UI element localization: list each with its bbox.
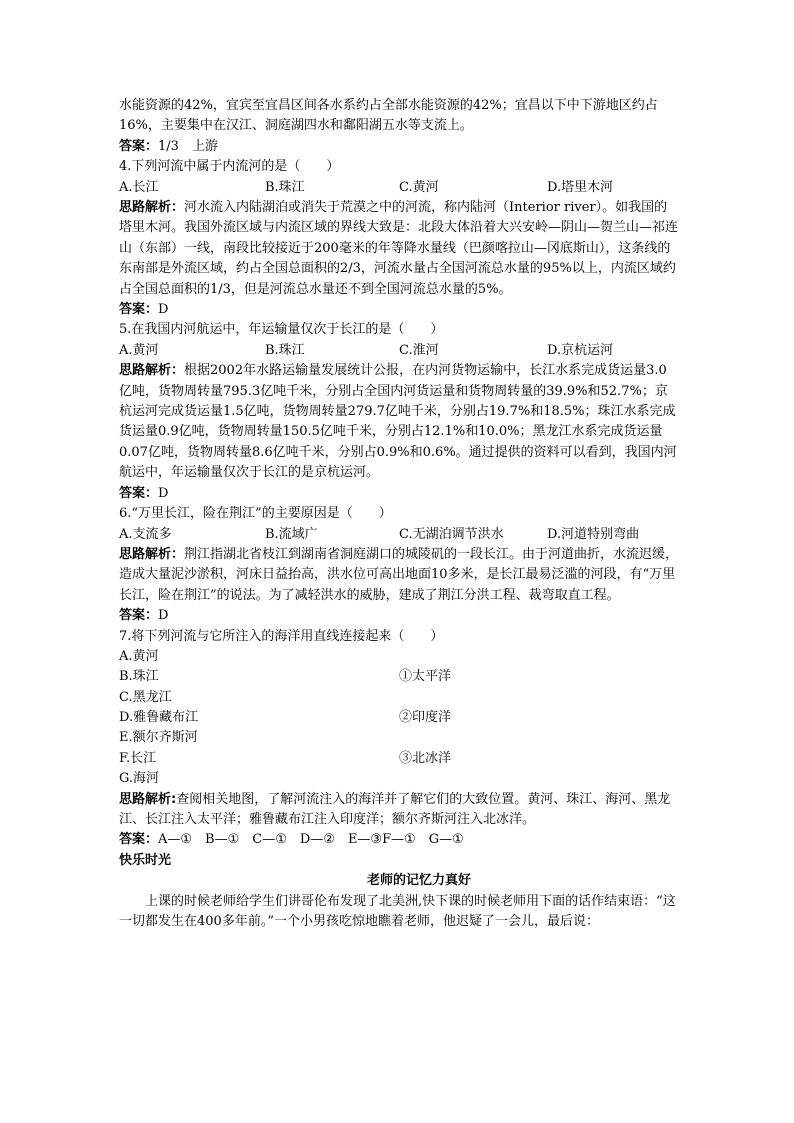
analysis-text: 根据2002年水路运输量发展统计公报，在内河货物运输中，长江水系完成货运量3.0亿吨，货物周转量795.3亿吨千米，分别占全国内河货运量和货物周转量的39.9%和52.7%；京杭运河完成货运量1.5亿吨，货物周转量279.7亿吨千米，分别占19.7%和18.5%；珠江水系完成货运量0.9亿吨，货物周转量150.5亿吨千米，分别占12.1%和10.0%；黑龙江水系完成货运量0.07亿吨，货物周转量8.6亿吨千米，分别占0.9%和0.6%。通过提供的资料可以看到，我国内河航运中，年运输量仅次于长江的是京杭运河。 [119, 363, 677, 481]
q6-answer [119, 606, 679, 626]
answer-label: 答案： [119, 302, 159, 318]
analysis-label: 思路解析： [119, 546, 185, 562]
q5-analysis [119, 361, 679, 483]
intro-paragraph: 水能资源的42%，宜宾至宜昌区间各水系约占全部水能资源的42%；宜昌以下中下游地区约占16%，主要集中在汉江、洞庭湖四水和鄱阳湖五水等支流上。 [119, 98, 658, 134]
q6-option-d: D.河道特别弯曲 [547, 526, 640, 542]
q6-option-c: C.无湖泊调节洪水 [399, 526, 504, 542]
answer-value: 1/3 上游 [158, 138, 218, 154]
q4-analysis [119, 198, 679, 300]
q4-option-b: B.珠江 [265, 179, 305, 195]
answer-label: 答案： [119, 608, 159, 624]
q6-options [119, 525, 679, 545]
q4-option-c: C.黄河 [399, 179, 439, 195]
q6-option-b: B.流域广 [265, 526, 318, 542]
analysis-text: 荆江指湖北省枝江到湖南省洞庭湖口的城陵矶的一段长江。由于河道曲折，水流迟缓，造成大量泥沙淤积，河床日益抬高，洪水位可高出地面10多米，是长江最易泛滥的河段，有“万里长江，险在荆江”的说法。为了减轻洪水的威胁，建成了荆江分洪工程、裁弯取直工程。 [119, 546, 679, 603]
answer-value: A—① B—① C—① D—② E—③F—① G—① [158, 832, 464, 848]
q6-analysis [119, 545, 679, 606]
q7-row [119, 708, 679, 728]
q7-answer [119, 830, 679, 850]
q5-option-c: C.淮河 [399, 342, 439, 358]
q4-option-a: A.长江 [119, 179, 159, 195]
q7-river-g: G.海河 [119, 771, 160, 787]
q7-row [119, 769, 679, 789]
answer-value: D [158, 608, 169, 624]
q7-row [119, 728, 679, 748]
analysis-label: 思路解析: [119, 791, 177, 807]
answer-label: 答案： [119, 832, 159, 848]
analysis-text: 河水流入内陆湖泊或消失于荒漠之中的河流，称内陆河（Interior river）。如我国的塔里木河。我国外流区域与内流区域的界线大致是：北段大体沿着大兴安岭—阴山—贺兰山—祁连山（东部）一线，南段比较接近于200毫米的年等降水量线（巴颜喀拉山—冈底斯山），这条线的东南部是外流区域，约占全国总面积的2/3，河流水量占全国河流总水量的95%以上，内流区域约占全国总面积的1/3，但是河流总水量还不到全国河流总水量的5%。 [119, 200, 679, 297]
q7-row [119, 688, 679, 708]
analysis-label: 思路解析： [119, 363, 185, 379]
answer-value: D [158, 485, 169, 501]
q7-river-e: E.额尔齐斯河 [119, 730, 198, 746]
q7-ocean-3: ③北冰洋 [399, 750, 452, 766]
q7-row [119, 667, 679, 687]
q4-options [119, 178, 679, 198]
q5-stem: 5.在我国内河航运中，年运输量仅次于长江的是（ ） [119, 322, 444, 338]
q6-option-a: A.支流多 [119, 526, 172, 542]
q7-river-a: A.黄河 [119, 648, 159, 664]
story-body: 上课的时候老师给学生们讲哥伦布发现了北美洲,快下课的时候老师用下面的话作结束语：“这一切都发生在400多年前。”一个小男孩吃惊地瞧着老师，他迟疑了一会儿，最后说： [119, 893, 676, 930]
q7-row [119, 647, 679, 667]
q6-stem: 6.“万里长江，险在荆江”的主要原因是（ ） [119, 506, 392, 522]
q4-answer [119, 300, 679, 320]
q7-ocean-2: ②印度洋 [399, 710, 452, 726]
q7-analysis [119, 790, 679, 831]
q5-options [119, 341, 679, 361]
happy-heading: 快乐时光 [119, 852, 172, 868]
q7-river-c: C.黑龙江 [119, 689, 172, 705]
q5-option-d: D.京杭运河 [547, 342, 614, 358]
q7-ocean-1: ①太平洋 [399, 669, 452, 685]
q7-row [119, 749, 679, 769]
q7-stem: 7.将下列河流与它所注入的海洋用直线连接起来（ ） [119, 628, 444, 644]
answer-value: D [158, 302, 169, 318]
document-page [119, 96, 679, 933]
intro-answer [119, 137, 679, 157]
story-title: 老师的记忆力真好 [366, 873, 471, 889]
analysis-label: 思路解析： [119, 200, 185, 216]
q4-option-d: D.塔里木河 [547, 179, 614, 195]
analysis-text: 查阅相关地图，了解河流注入的海洋并了解它们的大致位置。黄河、珠江、海河、黑龙江、长江注入太平洋；雅鲁藏布江注入印度洋；额尔齐斯河注入北冰洋。 [119, 791, 671, 828]
q5-answer [119, 484, 679, 504]
q5-option-a: A.黄河 [119, 342, 159, 358]
answer-label: 答案： [119, 485, 159, 501]
q5-option-b: B.珠江 [265, 342, 305, 358]
q4-stem: 4.下列河流中属于内流河的是（ ） [119, 159, 340, 175]
answer-label: 答案： [119, 138, 159, 154]
q7-river-d: D.雅鲁藏布江 [119, 710, 199, 726]
q7-river-b: B.珠江 [119, 669, 159, 685]
q7-river-f: F.长江 [119, 750, 157, 766]
